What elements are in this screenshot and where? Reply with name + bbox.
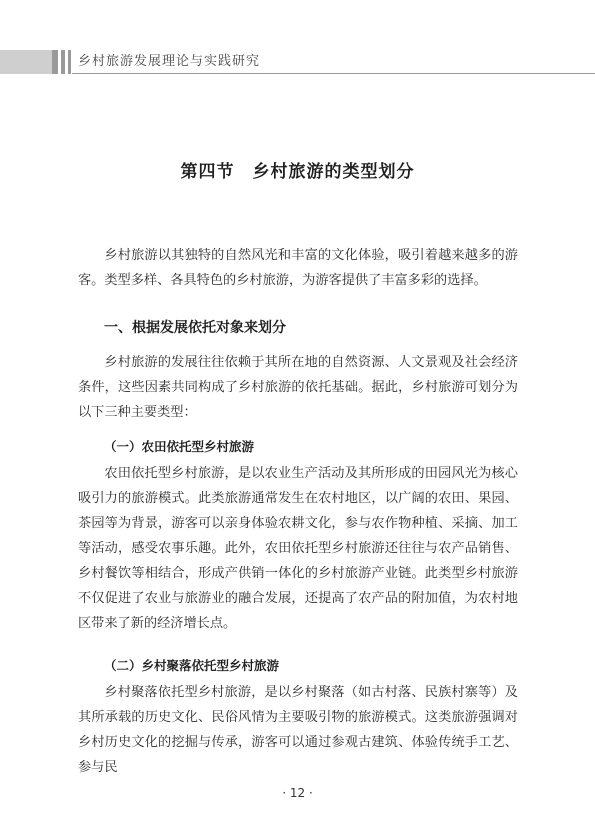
section-heading: 乡村旅游的类型划分 (252, 162, 415, 182)
intro-paragraph (78, 243, 518, 293)
section-number: 第四节 (180, 162, 235, 182)
header-decor-block (0, 50, 52, 74)
subsection-2-paragraph (78, 680, 518, 780)
running-header (0, 50, 595, 74)
subheading-1: （一）农田依托型乡村旅游 (104, 439, 255, 454)
section-title (0, 160, 595, 184)
subsection-1-text: 农田依托型乡村旅游，是以农业生产活动及其所形成的田园风光为核心吸引力的旅游模式。此类旅游通常发生在农村地区，以广阔的农田、果园、茶园等为背景，游客可以亲身体验农耕文化，参与农作物种植、采摘、加工等活动，感受农事乐趣。此外，农田依托型乡村旅游还往往与农产品销售、乡村餐饮等相结合，形成产供销一体化的乡村旅游产业链。此类型乡村旅游不仅促进了农业与旅游业的融合发展，还提高了农产品的附加值，为农村地区带来了新的经济增长点。 (78, 466, 518, 631)
page-number: · 12 · (282, 786, 313, 800)
subheading-2: （二）乡村聚落依托型乡村旅游 (104, 658, 280, 673)
header-decor-bar (68, 50, 71, 74)
paragraph-1-text: 乡村旅游的发展往往依赖于其所在地的自然资源、人文景观及社会经济条件，这些因素共同构成了乡村旅游的依托基础。据此，乡村旅游可划分为以下三种主要类型： (78, 355, 518, 420)
heading-level1: 一、根据发展依托对象来划分 (104, 320, 286, 336)
header-decor-bar (52, 50, 58, 74)
running-title: 乡村旅游发展理论与实践研究 (78, 54, 261, 69)
header-rule (72, 73, 595, 74)
header-decor-bar (61, 50, 65, 74)
intro-text: 乡村旅游以其独特的自然风光和丰富的文化体验，吸引着越来越多的游客。类型多样、各具特色的乡村旅游，为游客提供了丰富多彩的选择。 (78, 248, 518, 288)
subsection-1-paragraph (78, 461, 518, 636)
paragraph-1 (78, 350, 518, 425)
subsection-2-text: 乡村聚落依托型乡村旅游，是以乡村聚落（如古村落、民族村寨等）及其所承载的历史文化、民俗风情为主要吸引物的旅游模式。这类旅游强调对乡村历史文化的挖掘与传承，游客可以通过参观古建筑、体验传统手工艺、参与民 (78, 685, 518, 775)
